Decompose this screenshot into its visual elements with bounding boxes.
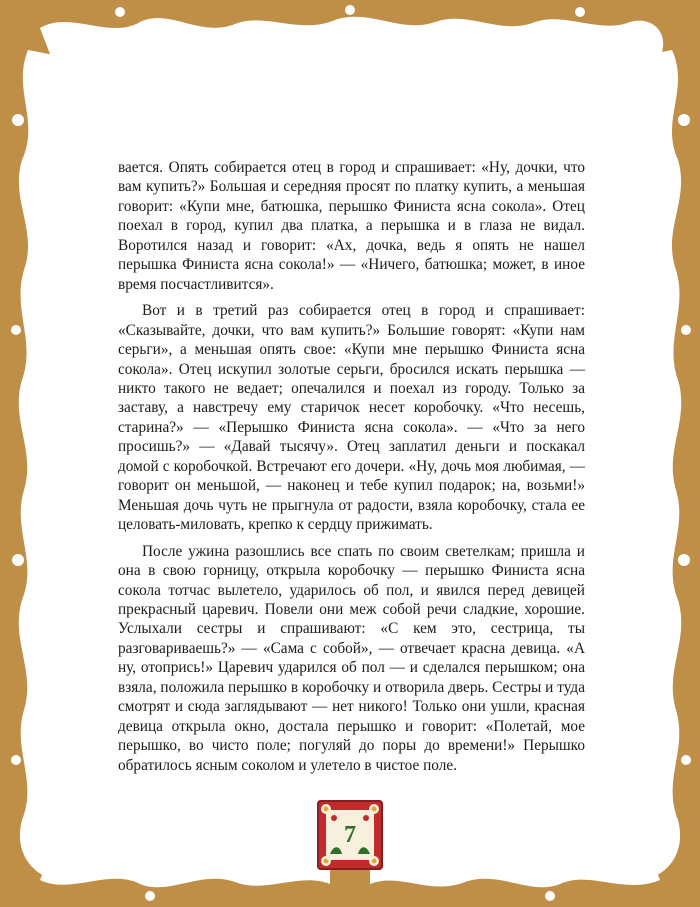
page-number-panel — [326, 810, 374, 860]
paragraph: После ужина разошлись все спать по своим светелкам; пришла и она в свою горницу, открыла коробочку — перышко Финиста ясна сокола тотчас вылетело, ударилось об пол, и явился перед девицей прекрасный царевич. Повели они меж собой речи сладкие, хорошие. Услыхали сестры и спрашивают: «С кем это, сестрица, ты разговариваешь?» — «Сама с собой», — отвечает красна девица. «А ну, отопрись!» Царевич ударился об пол — и сделался перышком; она взяла, положила перышко в коробочку и отворила дверь. Сестры и туда смотрят и сюда заглядывают — нет никого! Только они ушли, красная девица открыла окно, достала перышко и говорит: «Полетай, мое перышко, во чисто поле; погуляй до поры до времени!» Перышко обратилось ясным соколом и улетело в чистое поле. — [118, 542, 585, 774]
page-number: 7 — [344, 822, 356, 848]
paragraph: вается. Опять собирается отец в город и спрашивает: «Ну, дочки, что вам купить?» Большая и середняя просят по платку купить, а меньшая говорит: «Купи мне, батюшка, перышко Финиста ясна сокола». Отец поехал в город, купил два платка, а перышка и в глаза не видал. Воротился назад и говорит: «Ах, дочка, ведь я опять не нашел перышка Финиста ясна сокола!» — «Ничего, батюшка; может, в иное время посчастливится». — [118, 159, 585, 293]
story-text — [118, 158, 585, 782]
paragraph: Вот и в третий раз собирается отец в город и спрашивает: «Сказывайте, дочки, что вам купить?» Большие говорят: «Купи нам серьги», а меньшая опять свое: «Купи мне перышко Финиста ясна сокола». Отец искупил золотые серьги, бросился искать перышка — никто такого не ведает; опечалился и поехал из городу. Только за заставу, а навстречу ему старичок несет коробочку. «Что несешь, старина?» — «Перышко Финиста ясна сокола». — «Что за него просишь?» — «Давай тысячу». Отец заплатил деньги и поскакал домой с коробочкой. Встречают его дочери. «Ну, дочь моя любимая, — говорит он меньшой, — наконец и тебе купил подарок; на, возьми!» Меньшая дочь чуть не прыгнула от радости, взяла коробочку, стала ее целовать-миловать, крепко к сердцу прижимать. — [118, 302, 585, 534]
page-number-badge — [317, 800, 383, 870]
